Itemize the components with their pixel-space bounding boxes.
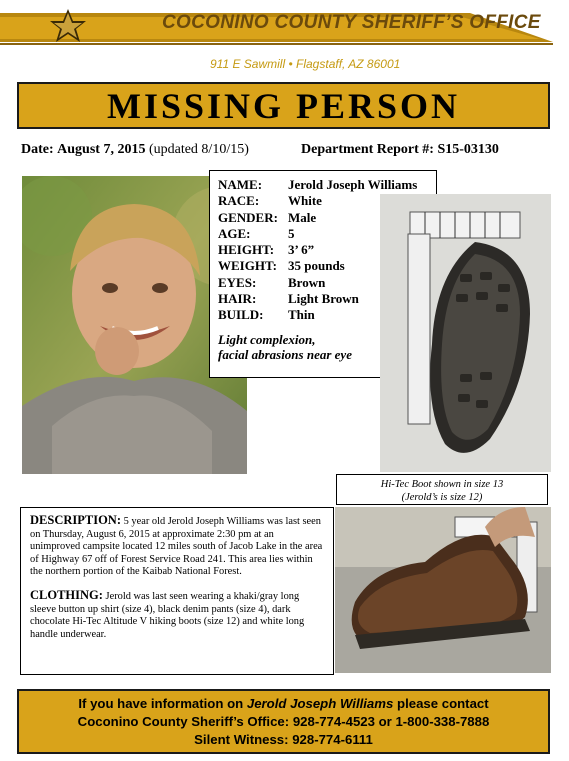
description-paragraph [30,514,325,579]
caption-line: Hi-Tec Boot shown in size 13 [380,479,504,490]
detail-value: Thin [288,307,315,323]
updated-date: (updated 8/10/15) [148,142,249,157]
detail-key: WEIGHT: [218,258,277,274]
clothing-paragraph [30,589,325,641]
clothing-label: CLOTHING: [30,587,103,602]
detail-row [218,177,417,193]
contact-line-1 [19,695,548,713]
note-line: Light complexion, [218,331,316,347]
clothing-text: Jerold was last seen wearing a khaki/gray long sleeve button up shirt (size 4), black denim pants (size 4), dark chocolate Hi-Tec Altitude V hiking boots (size 12) and white long handle underwear. [30,590,305,640]
detail-value: Brown [288,274,326,290]
detail-key: AGE: [218,225,251,241]
date-line [21,142,249,158]
report-number: S15-03130 [437,142,499,157]
boot-side-photo [335,507,551,673]
report-line [301,142,499,158]
detail-value: Jerold Joseph Williams [288,177,418,192]
description-text: 5 year old Jerold Joseph Williams was last seen on Thursday, August 6, 2015 at approximate 2:30 pm at an unimproved campsite located 12 miles south of Jacob Lake in the area of Highway 67 off of Forest Service Road 241. This area lies within the northern portion of the Kaibab National Forest. [30,516,323,578]
contact-person-name: Jerold Joseph Williams [246,696,394,711]
report-label: Department Report #: [301,142,434,157]
office-address: 911 E Sawmill • Flagstaff, AZ 86001 [210,57,401,71]
contact-request: please contact [397,696,489,711]
detail-key: BUILD: [218,307,264,323]
detail-value: 5 [288,225,295,241]
caption-line: (Jerold’s is size 12) [401,492,483,503]
detail-key: NAME: [218,177,263,192]
detail-value: White [288,193,322,209]
date-value: August 7, 2015 [57,142,146,157]
detail-key: GENDER: [218,209,278,225]
description-card [20,507,334,675]
detail-key: EYES: [218,274,257,290]
silent-witness-line: Silent Witness: 928-774-6111 [194,732,373,747]
banner-title: MISSING PERSON [106,85,461,126]
description-label: DESCRIPTION: [30,513,121,527]
contact-footer [17,689,550,754]
missing-person-banner [17,82,550,129]
note-line: facial abrasions near eye [218,346,352,362]
detail-key: HEIGHT: [218,242,275,258]
detail-value: Light Brown [288,291,359,307]
detail-value: 35 pounds [288,258,345,274]
boot-sole-photo [380,194,551,472]
boot-caption [336,474,548,505]
contact-intro: If you have information on [78,696,244,711]
sheriff-phone-line: Coconino County Sheriff’s Office: 928-774-4523 or 1-800-338-7888 [77,714,490,729]
detail-value: Male [288,209,317,225]
detail-key: HAIR: [218,291,257,307]
detail-value: 3’ 6” [288,242,315,258]
office-title: COCONINO COUNTY SHERIFF’S OFFICE [162,12,541,33]
date-label: Date: [21,142,54,157]
detail-key: RACE: [218,193,260,209]
